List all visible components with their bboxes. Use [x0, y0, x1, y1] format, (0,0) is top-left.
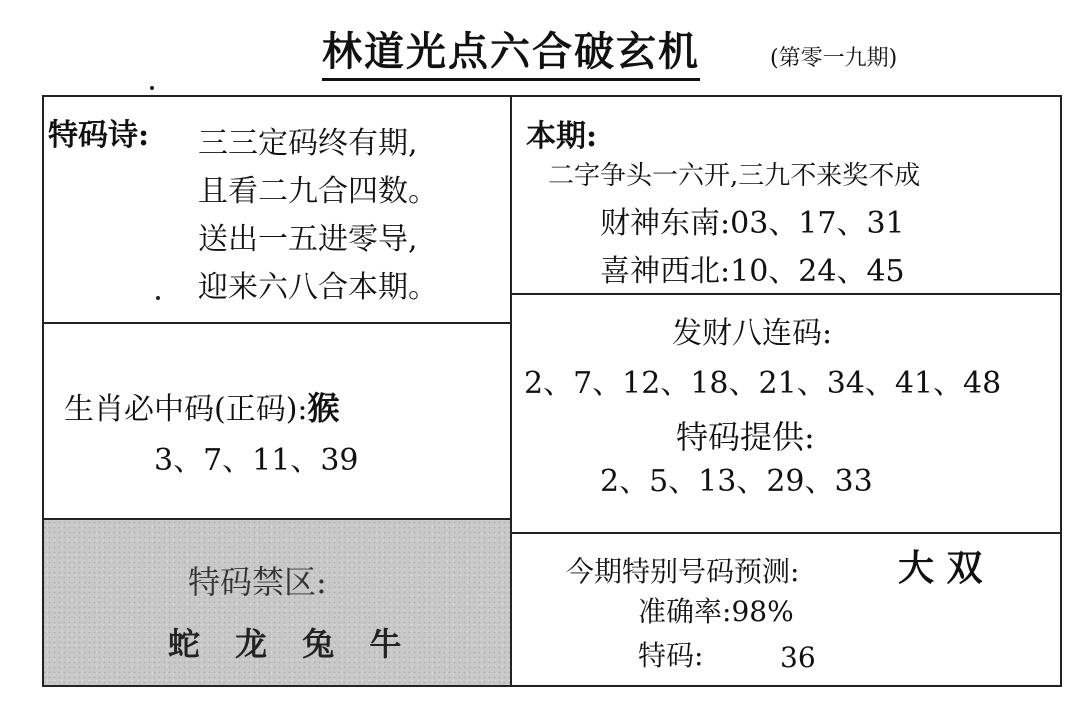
- eight-codes-numbers: 2、7、12、18、21、34、41、48: [524, 366, 1002, 401]
- xishen-numbers: 10、24、45: [730, 254, 905, 289]
- page-title: 林道光点六合破玄机: [322, 28, 700, 81]
- poem-line: 三三定码终有期,: [198, 126, 418, 161]
- this-issue-verse: 二字争头一六开,三九不来奖不成: [548, 161, 921, 191]
- forbidden-label: 特码禁区:: [188, 563, 327, 601]
- prediction-label: 今期特别号码预测:: [566, 555, 800, 588]
- caishen-numbers: 03、17、31: [730, 206, 905, 241]
- accuracy-label: 准确率:: [638, 595, 732, 628]
- poem-lines: [198, 120, 438, 312]
- caishen-label: 财神东南:: [600, 206, 731, 241]
- eight-codes-label: 发财八连码:: [672, 316, 833, 351]
- poem-label: 特码诗:: [48, 118, 150, 153]
- accuracy-value: 98%: [731, 595, 794, 628]
- poem-line: 迎来六八合本期。: [198, 270, 438, 305]
- prediction-value: 大 双: [898, 547, 983, 589]
- special-row: [638, 636, 703, 676]
- special-label: 特码:: [638, 639, 704, 672]
- issue-number: (第零一九期): [770, 46, 898, 71]
- poem-line: 且看二九合四数。: [198, 174, 438, 209]
- row-divider-left-1: [42, 322, 512, 324]
- special-supply-label: 特码提供:: [676, 418, 815, 456]
- forbidden-animals: 蛇 龙 兔 牛: [168, 625, 414, 663]
- xishen-row: [600, 250, 905, 294]
- scan-speck: [156, 296, 160, 300]
- special-supply-numbers: 2、5、13、29、33: [600, 464, 873, 499]
- zodiac-label: [64, 386, 340, 432]
- poem-line: 送出一五进零导,: [198, 222, 418, 257]
- zodiac-animal: 猴: [307, 389, 340, 427]
- column-divider: [510, 95, 512, 687]
- row-divider-right-2: [510, 532, 1062, 534]
- zodiac-label-text: 生肖必中码(正码):: [64, 392, 308, 427]
- caishen-row: [600, 202, 905, 246]
- accuracy-row: [638, 592, 794, 632]
- this-issue-label: 本期:: [526, 119, 598, 154]
- zodiac-numbers: 3、7、11、39: [154, 443, 359, 478]
- row-divider-left-2: [42, 518, 512, 520]
- prediction-row: [566, 550, 799, 594]
- xishen-label: 喜神西北:: [600, 254, 731, 289]
- special-value: 36: [780, 641, 816, 674]
- scan-speck: [150, 86, 154, 90]
